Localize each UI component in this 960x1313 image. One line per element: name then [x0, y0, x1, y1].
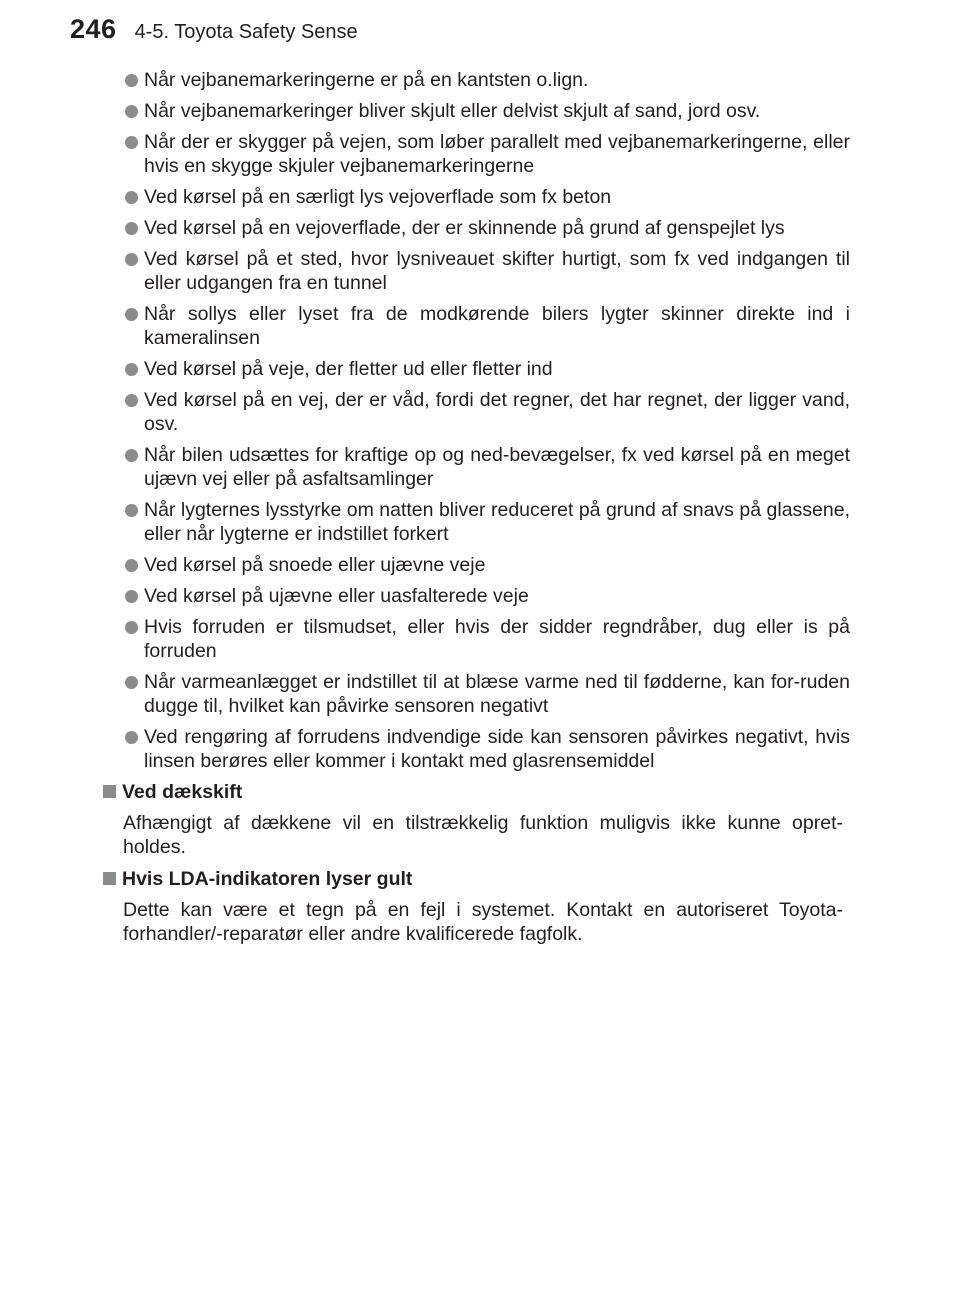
section-body: Afhængigt af dækkene vil en tilstrækkelig funktion muligvis ikke kunne opret-holdes.	[123, 812, 843, 858]
bullet-dot-icon	[125, 394, 138, 407]
list-item-text: Når der er skygger på vejen, som løber parallelt med vejbanemarkeringerne, eller hvis en skygge skjuler vejbanemarkeringerne	[144, 131, 850, 177]
bullet-dot-icon	[125, 504, 138, 517]
bullet-dot-icon	[125, 222, 138, 235]
list-item	[102, 357, 850, 381]
list-item	[102, 615, 850, 663]
bullet-dot-icon	[125, 621, 138, 634]
list-item-text: Når vejbanemarkeringerne er på en kantsten o.lign.	[144, 69, 589, 91]
list-item	[102, 247, 850, 295]
bullet-dot-icon	[125, 559, 138, 572]
list-item	[102, 130, 850, 178]
list-item-text: Ved kørsel på et sted, hvor lysniveauet skifter hurtigt, som fx ved indgangen til eller udgangen fra en tunnel	[144, 248, 850, 294]
section-heading-text: Ved dækskift	[122, 781, 243, 803]
list-item-text: Når vejbanemarkeringer bliver skjult eller delvist skjult af sand, jord osv.	[144, 100, 761, 122]
bullet-dot-icon	[125, 731, 138, 744]
list-item	[102, 99, 850, 123]
section-heading-text: Hvis LDA-indikatoren lyser gult	[122, 868, 413, 890]
list-item-text: Når varmeanlægget er indstillet til at blæse varme ned til fødderne, kan for-ruden dugge til, hvilket kan påvirke sensoren negativt	[144, 671, 850, 717]
bullet-dot-icon	[125, 74, 138, 87]
section-lda-indicator	[102, 867, 850, 946]
bullet-dot-icon	[125, 676, 138, 689]
section-title: 4-5. Toyota Safety Sense	[134, 21, 358, 43]
list-item-text: Ved kørsel på en særligt lys vejoverflade som fx beton	[144, 186, 612, 208]
section-heading	[102, 867, 850, 891]
section-tire-change	[102, 780, 850, 859]
list-item-text: Når sollys eller lyset fra de modkørende bilers lygter skinner direkte ind i kameralinsen	[144, 303, 850, 349]
list-item	[102, 670, 850, 718]
condition-list	[102, 68, 850, 773]
list-item-text: Når bilen udsættes for kraftige op og ned-bevægelser, fx ved kørsel på en meget ujævn vej eller på asfaltsamlinger	[144, 444, 850, 490]
bullet-dot-icon	[125, 191, 138, 204]
section-body: Dette kan være et tegn på en fejl i systemet. Kontakt en autoriseret Toyota-forhandler/-reparatør eller andre kvalificerede fagfolk.	[123, 899, 843, 945]
section-heading	[102, 780, 850, 804]
list-item-text: Ved kørsel på en vejoverflade, der er skinnende på grund af genspejlet lys	[144, 217, 785, 239]
list-item-text: Ved kørsel på veje, der fletter ud eller fletter ind	[144, 358, 553, 380]
bullet-dot-icon	[125, 590, 138, 603]
bullet-dot-icon	[125, 105, 138, 118]
list-item-text: Når lygternes lysstyrke om natten bliver reduceret på grund af snavs på glassene, eller når lygterne er indstillet forkert	[144, 499, 850, 545]
list-item	[102, 553, 850, 577]
list-item	[102, 584, 850, 608]
square-bullet-icon	[103, 785, 116, 798]
list-item	[102, 725, 850, 773]
bullet-dot-icon	[125, 253, 138, 266]
list-item-text: Ved kørsel på en vej, der er våd, fordi det regner, det har regnet, der ligger vand, osv.	[144, 389, 850, 435]
bullet-dot-icon	[125, 136, 138, 149]
list-item	[102, 443, 850, 491]
bullet-dot-icon	[125, 308, 138, 321]
list-item	[102, 498, 850, 546]
list-item-text: Ved rengøring af forrudens indvendige side kan sensoren påvirkes negativt, hvis linsen berøres eller kommer i kontakt med glasrensemiddel	[144, 726, 850, 772]
list-item	[102, 216, 850, 240]
page-header	[70, 14, 358, 54]
list-item	[102, 185, 850, 209]
list-item	[102, 302, 850, 350]
list-item-text: Ved kørsel på snoede eller ujævne veje	[144, 554, 486, 576]
page-content	[102, 68, 850, 954]
list-item-text: Hvis forruden er tilsmudset, eller hvis der sidder regndråber, dug eller is på forruden	[144, 616, 850, 662]
square-bullet-icon	[103, 872, 116, 885]
list-item	[102, 388, 850, 436]
bullet-dot-icon	[125, 363, 138, 376]
list-item	[102, 68, 850, 92]
list-item-text: Ved kørsel på ujævne eller uasfalterede veje	[144, 585, 529, 607]
bullet-dot-icon	[125, 449, 138, 462]
page-number: 246	[70, 14, 117, 44]
